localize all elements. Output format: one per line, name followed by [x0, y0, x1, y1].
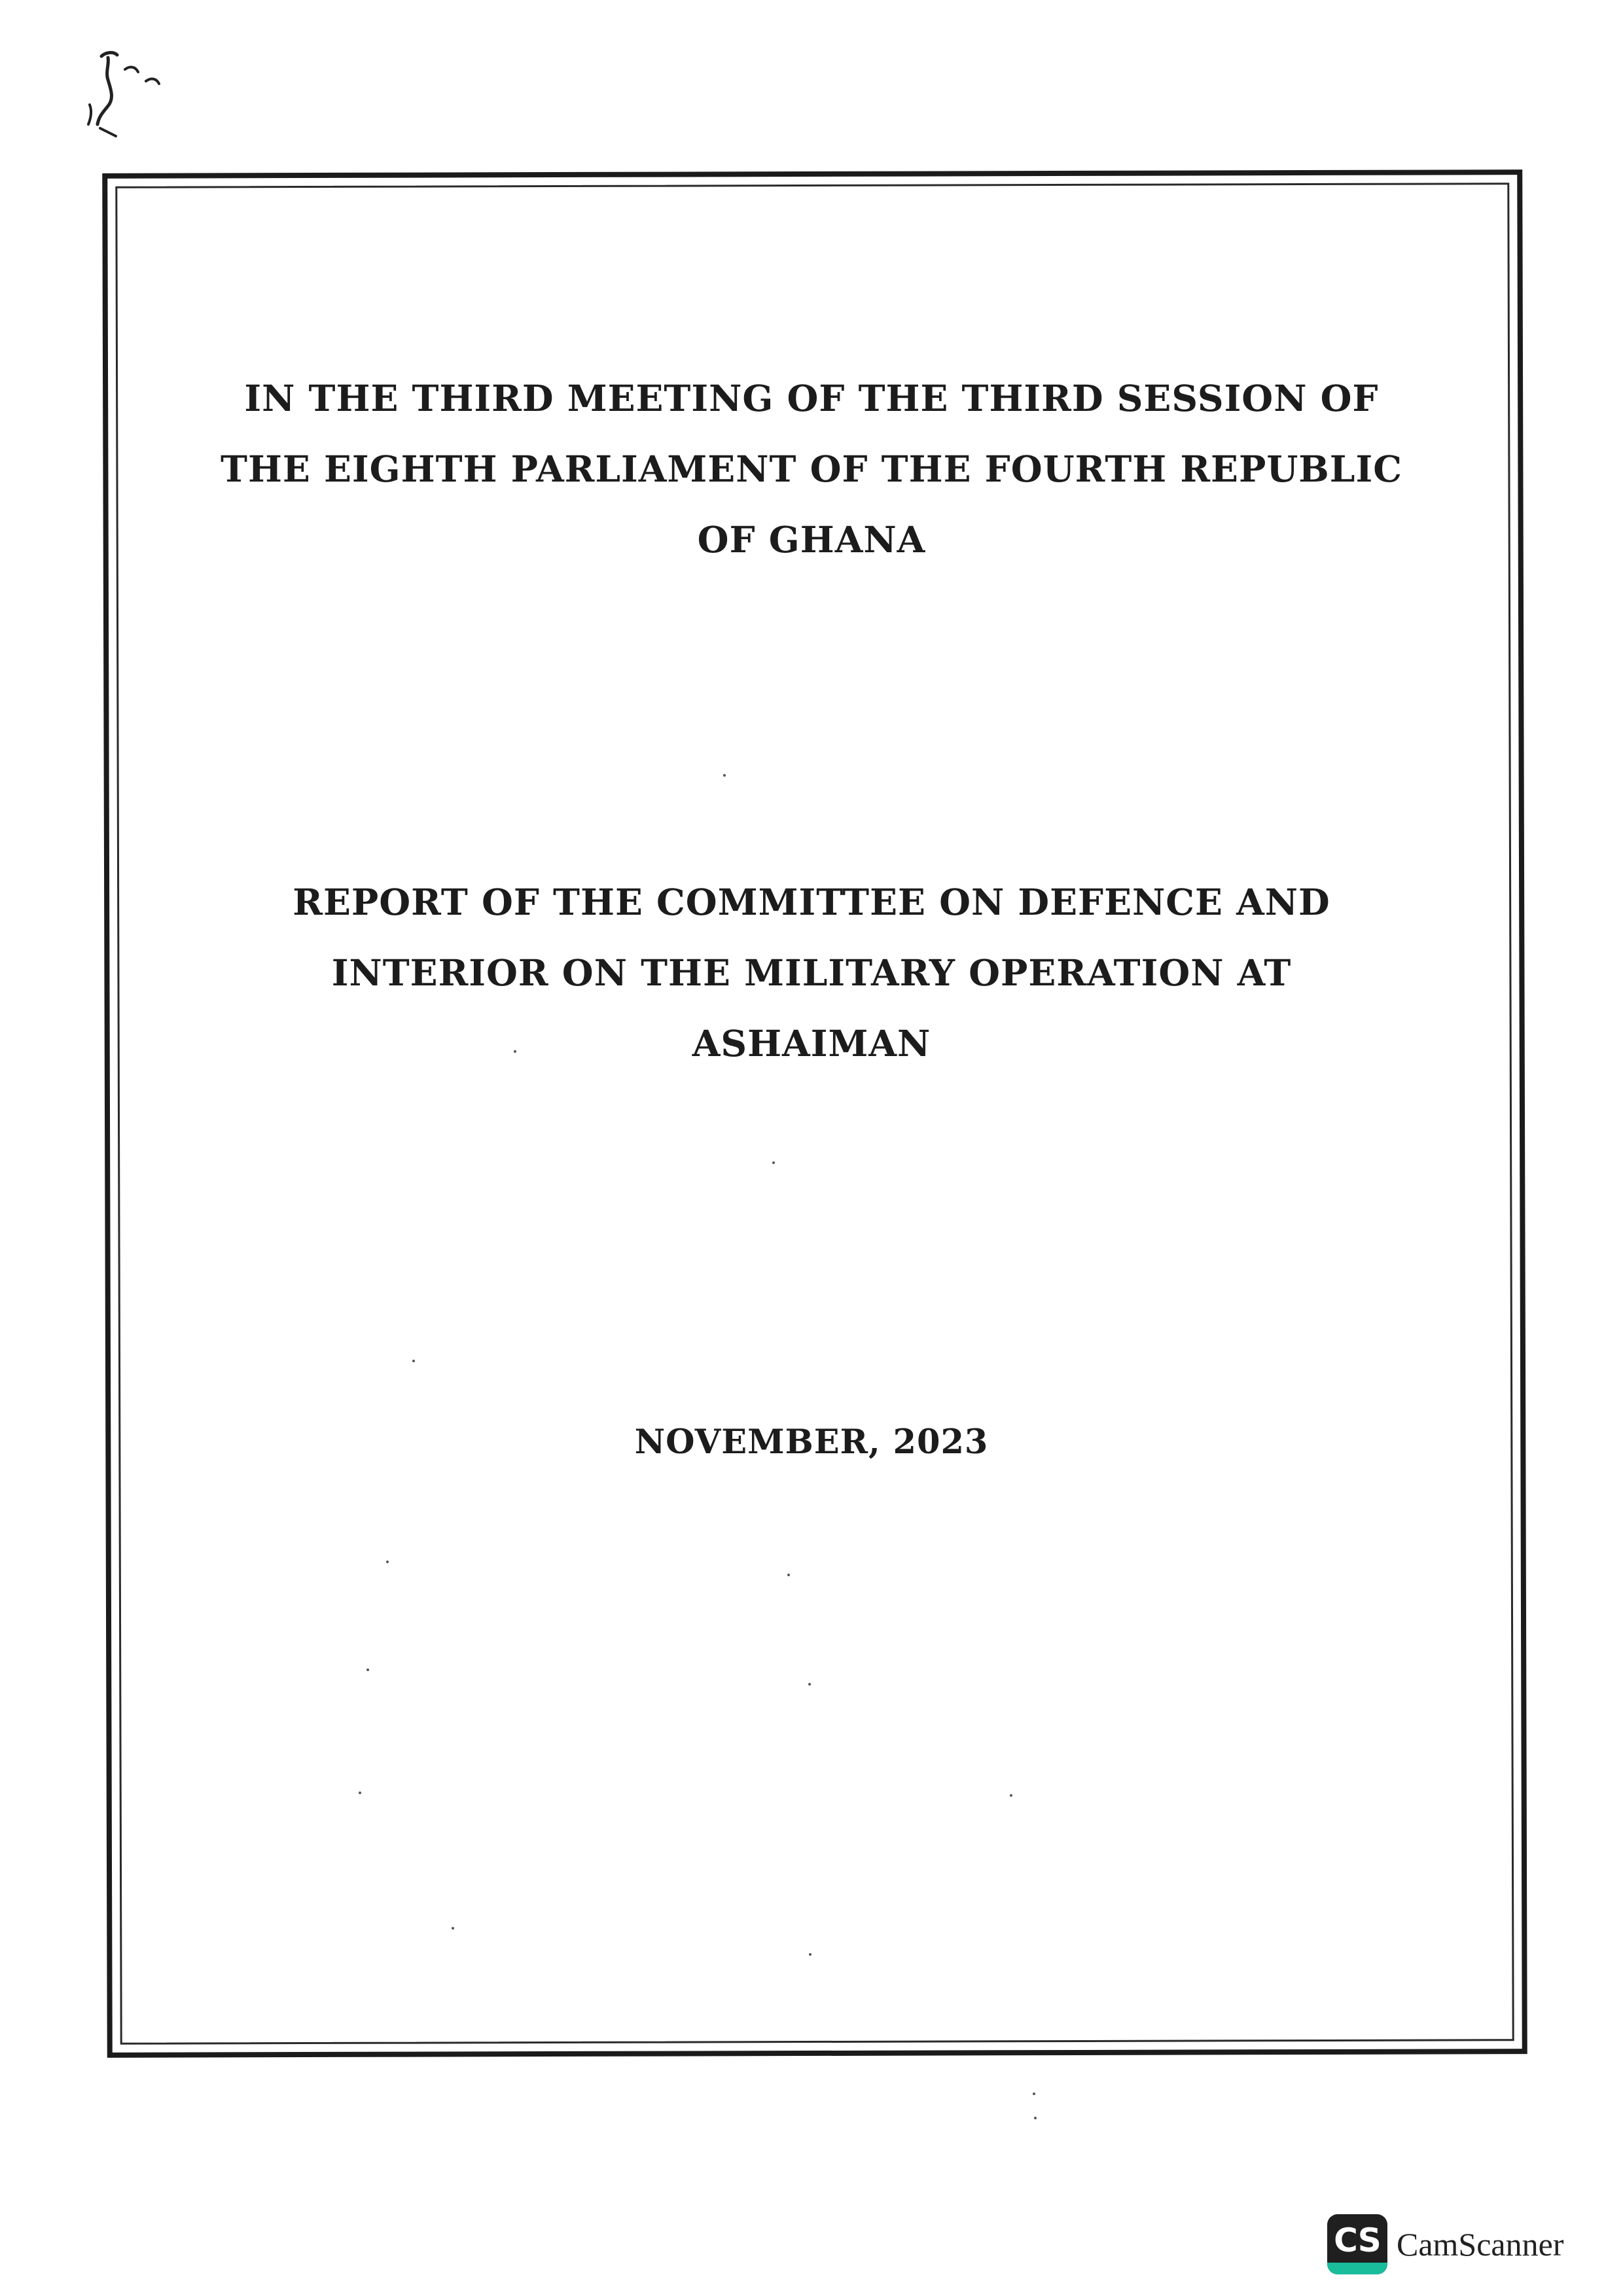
scan-speck	[772, 1161, 775, 1164]
report-title-line-1: REPORT OF THE COMMITTEE ON DEFENCE AND	[293, 881, 1330, 923]
report-title-line-2: INTERIOR ON THE MILITARY OPERATION AT	[331, 951, 1292, 994]
scan-speck	[809, 1953, 812, 1956]
scan-speck	[452, 1927, 454, 1930]
scan-speck	[1010, 1794, 1012, 1797]
report-title-line-3: ASHAIMAN	[692, 1022, 931, 1065]
scan-speck	[723, 774, 726, 777]
report-date-text: NOVEMBER, 2023	[634, 1422, 989, 1462]
report-title	[0, 867, 1623, 1079]
camscanner-watermark	[1327, 2212, 1563, 2277]
session-heading-line-1: IN THE THIRD MEETING OF THE THIRD SESSION OF	[244, 377, 1379, 419]
session-heading	[0, 363, 1623, 575]
handwritten-initials-icon	[62, 26, 173, 137]
report-date	[0, 1407, 1623, 1477]
scan-speck	[359, 1792, 361, 1794]
session-heading-line-2: THE EIGHTH PARLIAMENT OF THE FOURTH REPUBLIC	[221, 448, 1402, 490]
scan-speck	[787, 1574, 790, 1576]
scan-speck	[366, 1669, 369, 1671]
scan-speck	[1034, 2117, 1037, 2119]
scan-speck	[1033, 2093, 1035, 2095]
scan-speck	[514, 1050, 516, 1053]
camscanner-logo-icon	[1327, 2214, 1387, 2274]
scan-speck	[808, 1683, 811, 1686]
camscanner-label: CamScanner	[1397, 2226, 1564, 2263]
scan-speck	[412, 1360, 415, 1362]
camscanner-logo-text: CS	[1334, 2221, 1381, 2259]
scan-speck	[386, 1561, 389, 1563]
session-heading-line-3: OF GHANA	[697, 518, 926, 561]
